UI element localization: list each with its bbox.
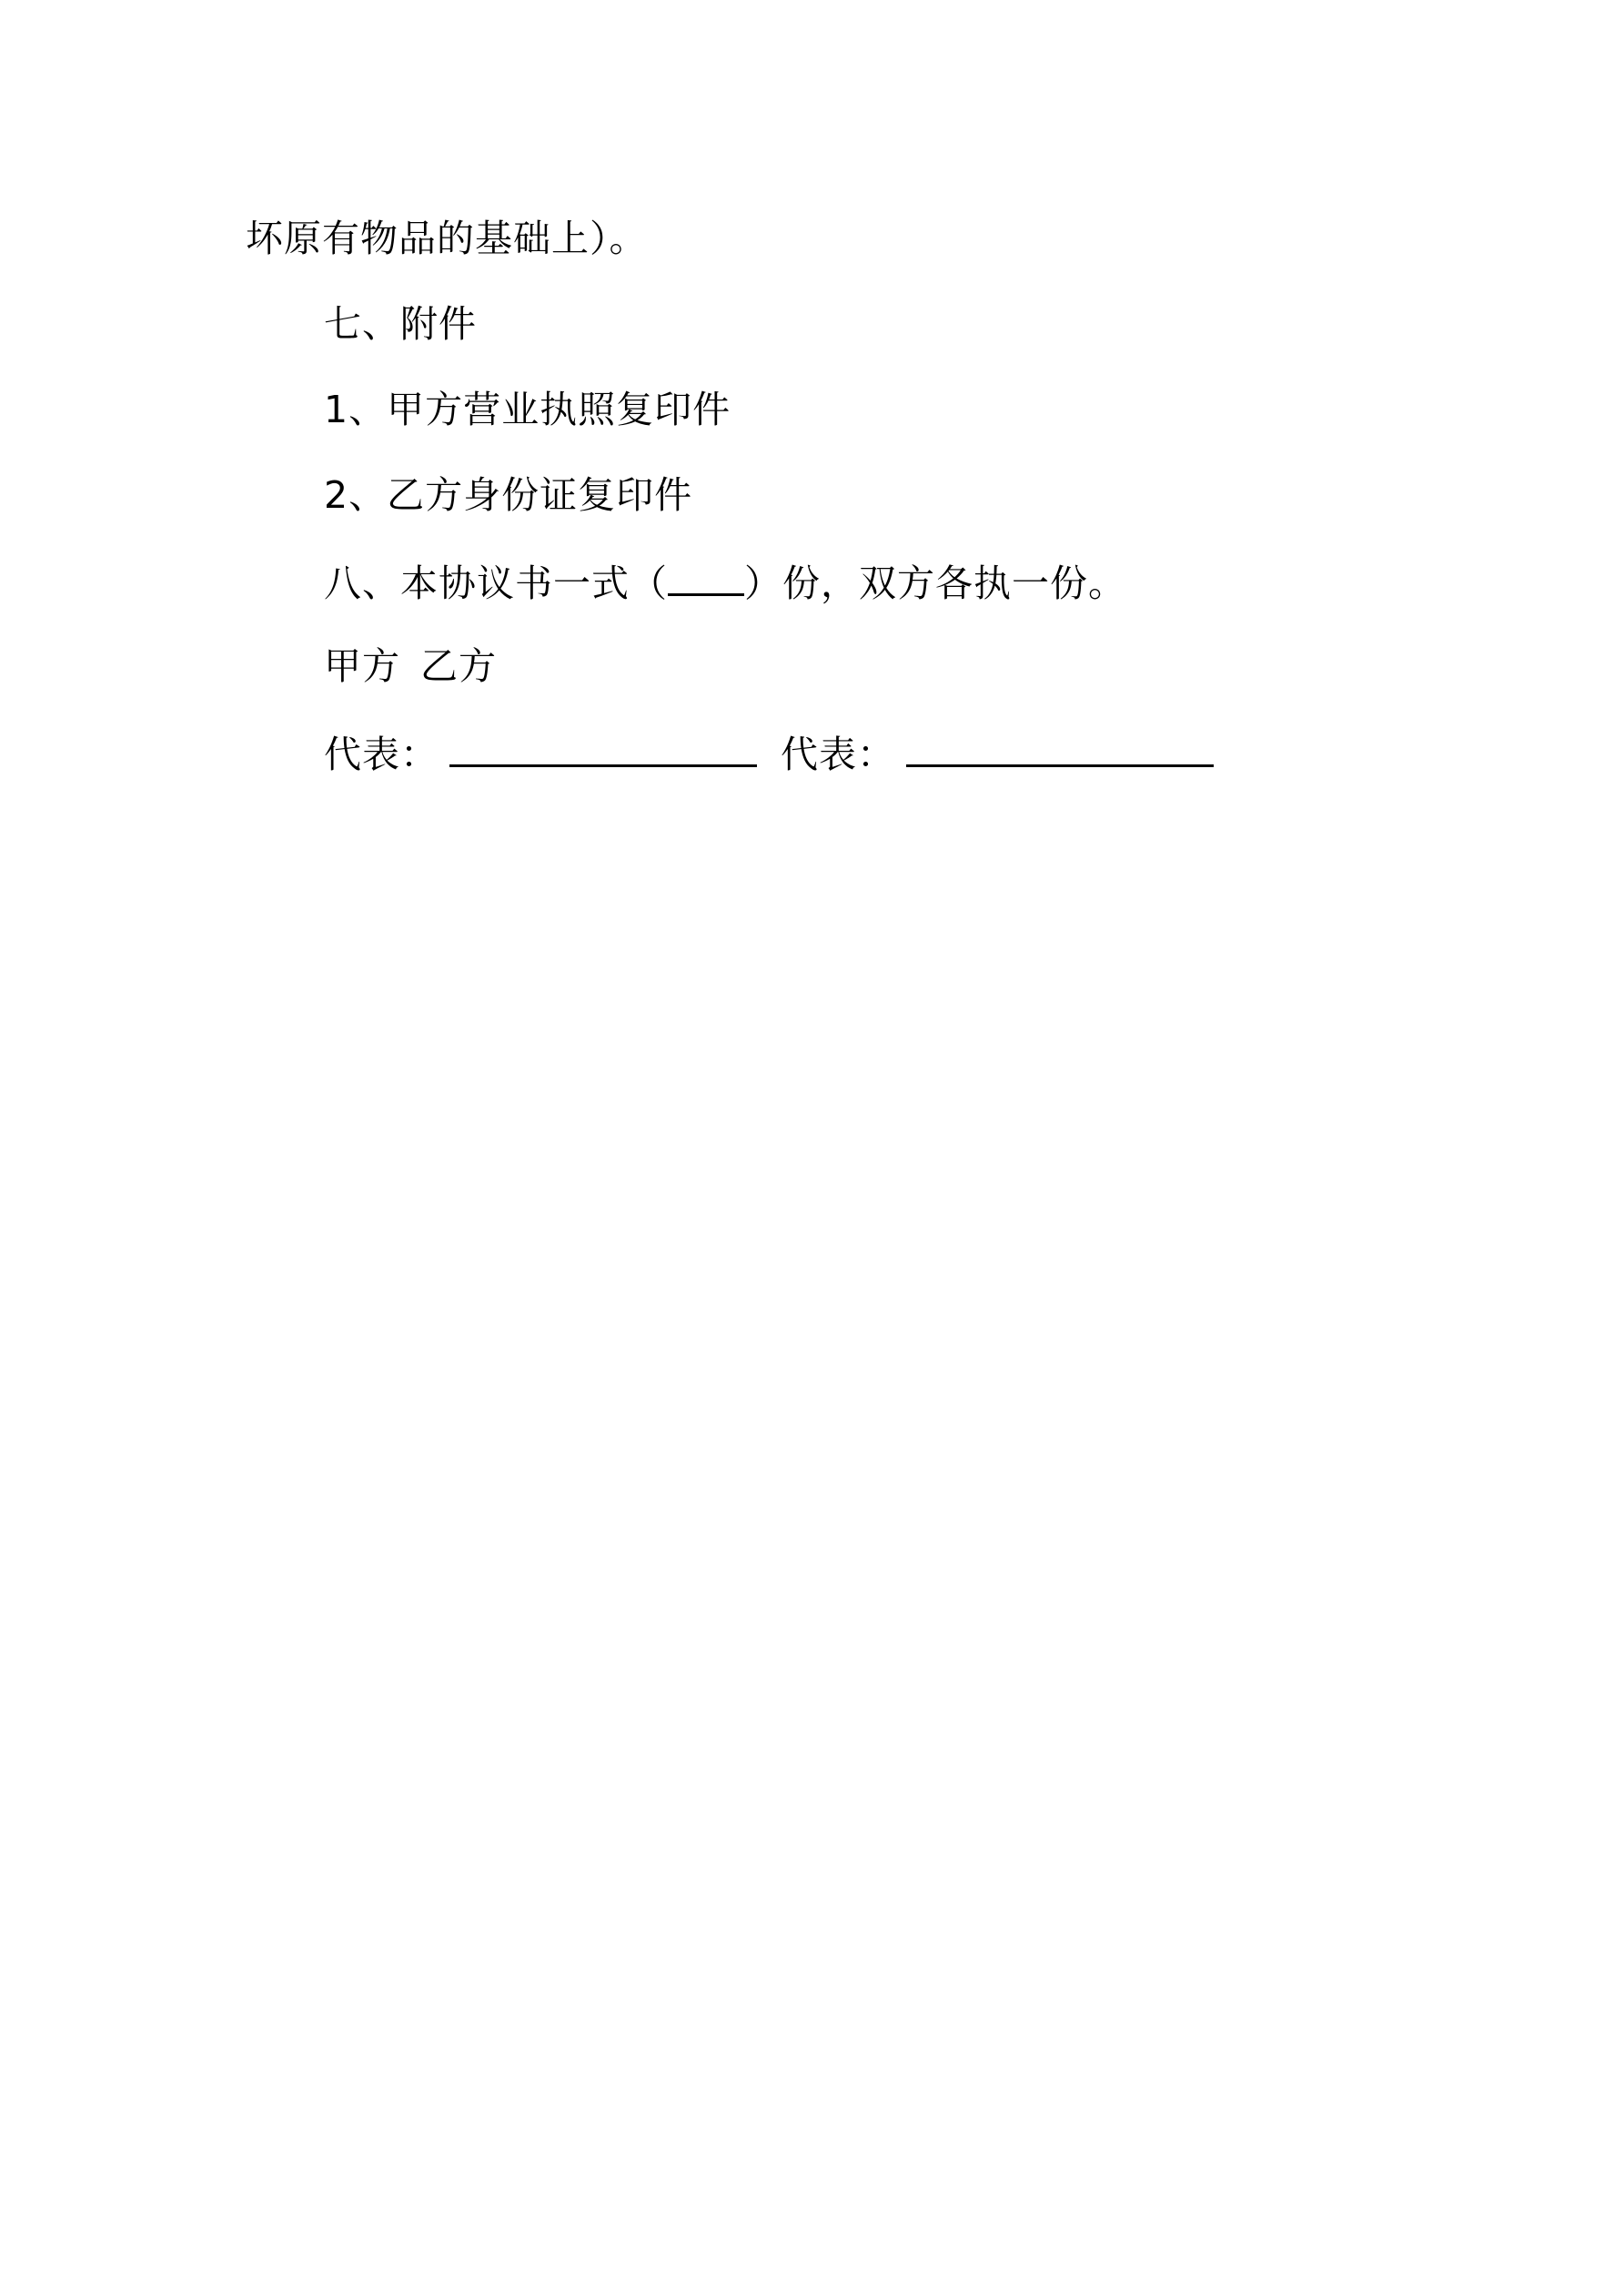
party-b-label: 乙方 (420, 644, 497, 688)
attachment-item-1: 1、甲方营业执照复印件 (324, 388, 731, 431)
rep-a-signature-line (449, 730, 757, 767)
party-a-label: 甲方 (324, 644, 400, 688)
representatives-row (324, 730, 1214, 776)
rep-a-label: 代表： (324, 733, 439, 776)
copies-clause (324, 559, 1126, 605)
rep-b-signature-line (906, 730, 1214, 767)
section-heading-attachments: 七、附件 (324, 302, 477, 346)
copies-clause-end: ）份，双方各执一份。 (744, 561, 1126, 605)
parties-row (324, 644, 497, 688)
attachment-item-2: 2、乙方身份证复印件 (324, 473, 693, 517)
copies-clause-start: 八、本协议书一式（ (324, 561, 668, 605)
copies-count-blank (668, 559, 744, 596)
paragraph-continuation: 坏原有物品的基础上）。 (246, 217, 648, 260)
rep-b-label: 代表： (781, 733, 895, 776)
